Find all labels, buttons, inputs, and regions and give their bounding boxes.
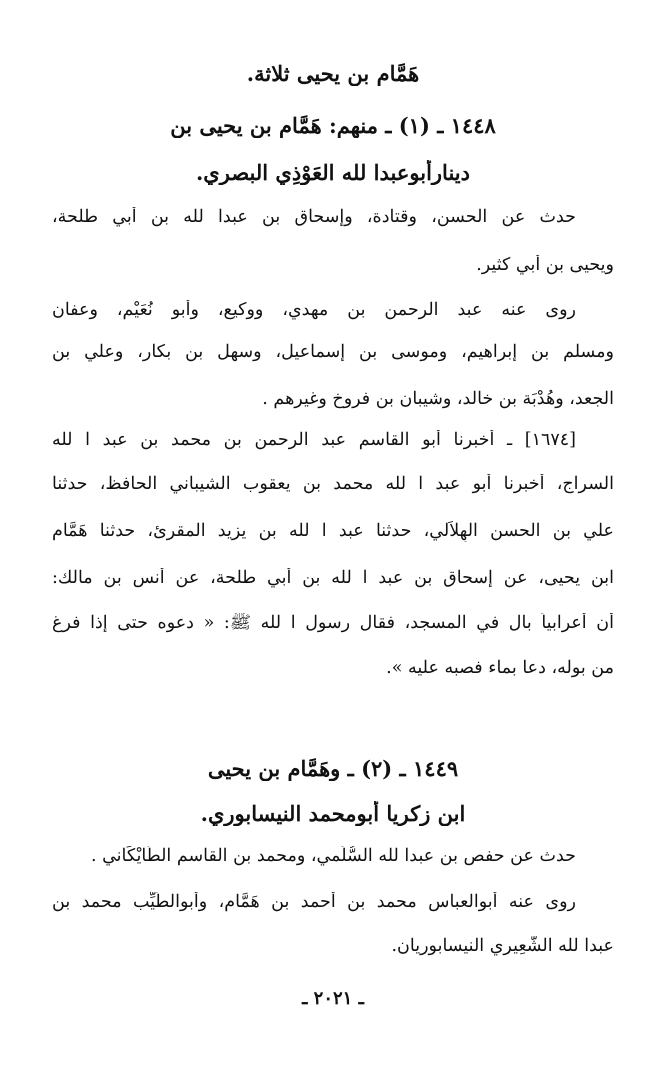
hadith-1674-line5: أن أعرابياً بال في المسجد، فقال رسول ا لله ﷺ: « دعوه حتى إذا فرغ (52, 613, 614, 633)
hadith-1674-line1: [١٦٧٤] ـ أخبرنا أبو القاسم عبد الرحمن بن محمد بن عبد ا لله (52, 430, 576, 450)
entry-1449-students-line2: عبدا لله الشَّعِيري النيسابوريان. (391, 936, 614, 956)
entry-1448-teachers-line2: ويحيى بن أبي كثير. (476, 255, 614, 275)
hadith-1674-line3: علي بن الحسن الهِلاَلي، حدثنا عبد ا لله بن يزيد المقرئ، حدثنا هَمَّام (52, 521, 614, 541)
section-title: هَمَّام بن يحيى ثلاثة. (246, 61, 420, 86)
hadith-1674-line2: السراج، أخبرنا أبو عبد ا لله محمد بن يعقوب الشيباني الحافظ، حدثنا (52, 474, 614, 494)
entry-1449-heading-line2: ابن زكريا أبومحمد النيسابوري. (200, 801, 466, 826)
entry-1448-students-line3: الجعد، وهُدْبَة بن خالد، وشيبان بن فروخ وغيرهم . (262, 389, 614, 409)
entry-1448-students-line2: ومسلم بن إبراهيم، وموسى بن إسماعيل، وسهل بن بكار، وعلي بن (52, 342, 614, 362)
entry-1448-heading-line1: ١٤٤٨ ـ (١) ـ منهم: هَمَّام بن يحيى بن (170, 113, 496, 138)
entry-1449-students-line1: روى عنه أبوالعباس محمد بن أحمد بن هَمَّام، وأبوالطَّيِّب محمد بن (52, 892, 576, 912)
entry-1448-teachers-line1: حدث عن الحسن، وقتادة، وإسحاق بن عبدا لله بن أبي طلحة، (52, 207, 576, 227)
entry-1448-students-line1: روى عنه عبد الرحمن بن مهدي، ووكيع، وأبو نُعَيْم، وعفان (52, 300, 576, 320)
hadith-1674-line6: من بوله، دعا بماء فصبه عليه ». (386, 658, 614, 678)
page-number: ـ ٢٠٢١ ـ (302, 988, 364, 1009)
entry-1448-heading-line2: دينارأبوعبدا لله العَوْذِي البصري. (196, 160, 470, 185)
entry-1449-teachers-line1: حدث عن حفص بن عبدا لله السُّلَمي، ومحمد بن القاسم الطَّايْكَاني . (90, 846, 576, 866)
hadith-1674-line4: ابن يحيى، عن إسحاق بن عبد ا لله بن أبي طلحة، عن أنس بن مالك: (52, 568, 614, 588)
entry-1449-heading-line1: ١٤٤٩ ـ (٢) ـ وهَمَّام بن يحيى (207, 756, 459, 781)
